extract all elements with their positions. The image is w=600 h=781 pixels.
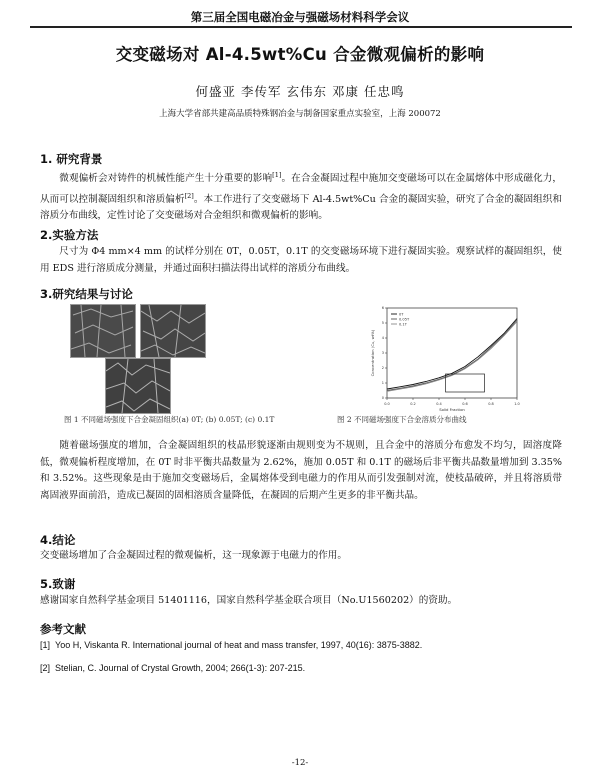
legend-label: 0.05T — [399, 317, 410, 322]
section-3-text: 随着磁场强度的增加，合金凝固组织的枝晶形貌逐渐由规则变为不规则，且合金中的溶质分布愈发不均匀，固溶度降低，微观偏析程度增加，在 0T 时非平衡共晶数量为 2.62%，施加 0.05T 和 0.1T 的磁场后非平衡共晶数量增加到 3.35%和 3.52%。这些现象是由于施加交变磁场后，金属熔体受到电磁力的作用从而引发强制对流，使枝晶破碎，并且将溶质带离固液界面前沿，造成已凝固的固相溶质含量降低，在凝固的后期产生更多的非平衡共晶。 — [40, 440, 562, 501]
reference-text: Yoo H, Viskanta R. International journal of heat and mass transfer, 1997, 40(16): 3875-3882. — [55, 640, 423, 650]
reference-item — [40, 663, 570, 673]
paper-authors: 何盛亚 李传军 玄伟东 邓康 任忠鸣 — [195, 84, 405, 99]
citation-1: [1] — [272, 171, 282, 179]
paper-affiliation: 上海大学省部共建高品质特殊钢冶金与制备国家重点实验室，上海 200072 — [159, 109, 441, 119]
x-tick-label: 0.8 — [488, 402, 494, 406]
legend-label: 0T — [399, 312, 404, 317]
section-4-heading: 4.结论 — [40, 533, 76, 547]
micrograph-a-image — [71, 305, 135, 357]
section-2-heading: 2.实验方法 — [40, 228, 99, 242]
x-tick-label: 0.0 — [384, 402, 390, 406]
conference-header: 第三届全国电磁冶金与强磁场材料科学会议 — [190, 10, 410, 24]
micrograph-b — [140, 304, 206, 358]
series-line-0T — [387, 319, 517, 390]
section-3-heading: 3.研究结果与讨论 — [40, 287, 133, 301]
citation-2: [2] — [184, 191, 194, 200]
micrograph-b-image — [141, 305, 205, 357]
y-tick-label: 6 — [381, 306, 384, 311]
reference-number: [1] — [40, 640, 51, 650]
x-tick-label: 1.0 — [514, 402, 520, 406]
references-heading: 参考文献 — [40, 622, 86, 636]
page-number: -12- — [291, 758, 309, 768]
x-tick-label: 0.2 — [410, 402, 416, 406]
series-line-0-05T — [387, 320, 517, 391]
y-tick-label: 0 — [381, 396, 384, 401]
section-3-body — [40, 438, 562, 504]
y-tick-label: 1 — [381, 381, 384, 386]
section-2-body — [40, 244, 562, 277]
section-5-body: 感谢国家自然科学基金项目 51401116，国家自然科学基金联合项目（No.U1560202）的资助。 — [40, 595, 458, 606]
x-tick-label: 0.6 — [462, 402, 468, 406]
section-1-text-a: 微观偏析会对铸件的机械性能产生十分重要的影响 — [59, 173, 273, 185]
reference-number: [2] — [40, 663, 51, 673]
y-tick-label: 3 — [381, 351, 384, 356]
y-tick-label: 4 — [381, 336, 384, 341]
section-1-body — [40, 167, 562, 225]
legend-label: 0.1T — [399, 322, 407, 327]
section-1-text-c: 。本工作进行了交变磁场下 Al-4.5wt%Cu 合金的凝固实验，研究了合金的凝固组织和溶质分布曲线，定性讨论了交变磁场对合金组织和微观偏析的影响。 — [40, 193, 563, 222]
section-1-text-b: 。在合金凝固过程中施加交变磁场可以在金属熔体中形成磁化力，从而可以控制凝固组织和溶质偏析 — [40, 173, 563, 205]
figure-2-caption: 图 2 不同磁场强度下合金溶质分布曲线 — [337, 415, 467, 424]
micrograph-a — [70, 304, 136, 358]
y-axis-label: Concentration (Cu, wt%) — [370, 329, 375, 377]
series-line-0-1T — [387, 322, 517, 392]
micrograph-c-image — [106, 359, 170, 413]
y-tick-label: 5 — [381, 321, 384, 326]
section-4-body: 交变磁场增加了合金凝固过程的微观偏析，这一现象源于电磁力的作用。 — [40, 550, 347, 561]
section-5-heading: 5.致谢 — [40, 577, 76, 591]
paper-title: 交变磁场对 Al-4.5wt%Cu 合金微观偏析的影响 — [115, 45, 485, 64]
reference-item — [40, 640, 570, 650]
micrograph-c — [105, 358, 171, 414]
y-tick-label: 2 — [381, 366, 384, 371]
solute-distribution-chart — [355, 302, 525, 414]
section-2-text: 尺寸为 Φ4 mm×4 mm 的试样分别在 0T，0.05T，0.1T 的交变磁场环境下进行凝固实验。观察试样的凝固组织，使用 EDS 进行溶质成分测量，并通过面积扫描法得出试样的溶质分布曲线。 — [40, 246, 562, 274]
zoom-inset-box — [446, 374, 485, 392]
x-axis-label: Solid Fraction — [439, 407, 465, 412]
header-divider — [30, 26, 572, 28]
x-tick-label: 0.4 — [436, 402, 442, 406]
figure-1-caption: 图 1 不同磁场强度下合金凝固组织(a) 0T; (b) 0.05T; (c) 0.1T — [64, 415, 275, 424]
section-1-heading: 1. 研究背景 — [40, 152, 103, 166]
reference-text: Stelian, C. Journal of Crystal Growth, 2004; 266(1-3): 207-215. — [55, 663, 306, 673]
